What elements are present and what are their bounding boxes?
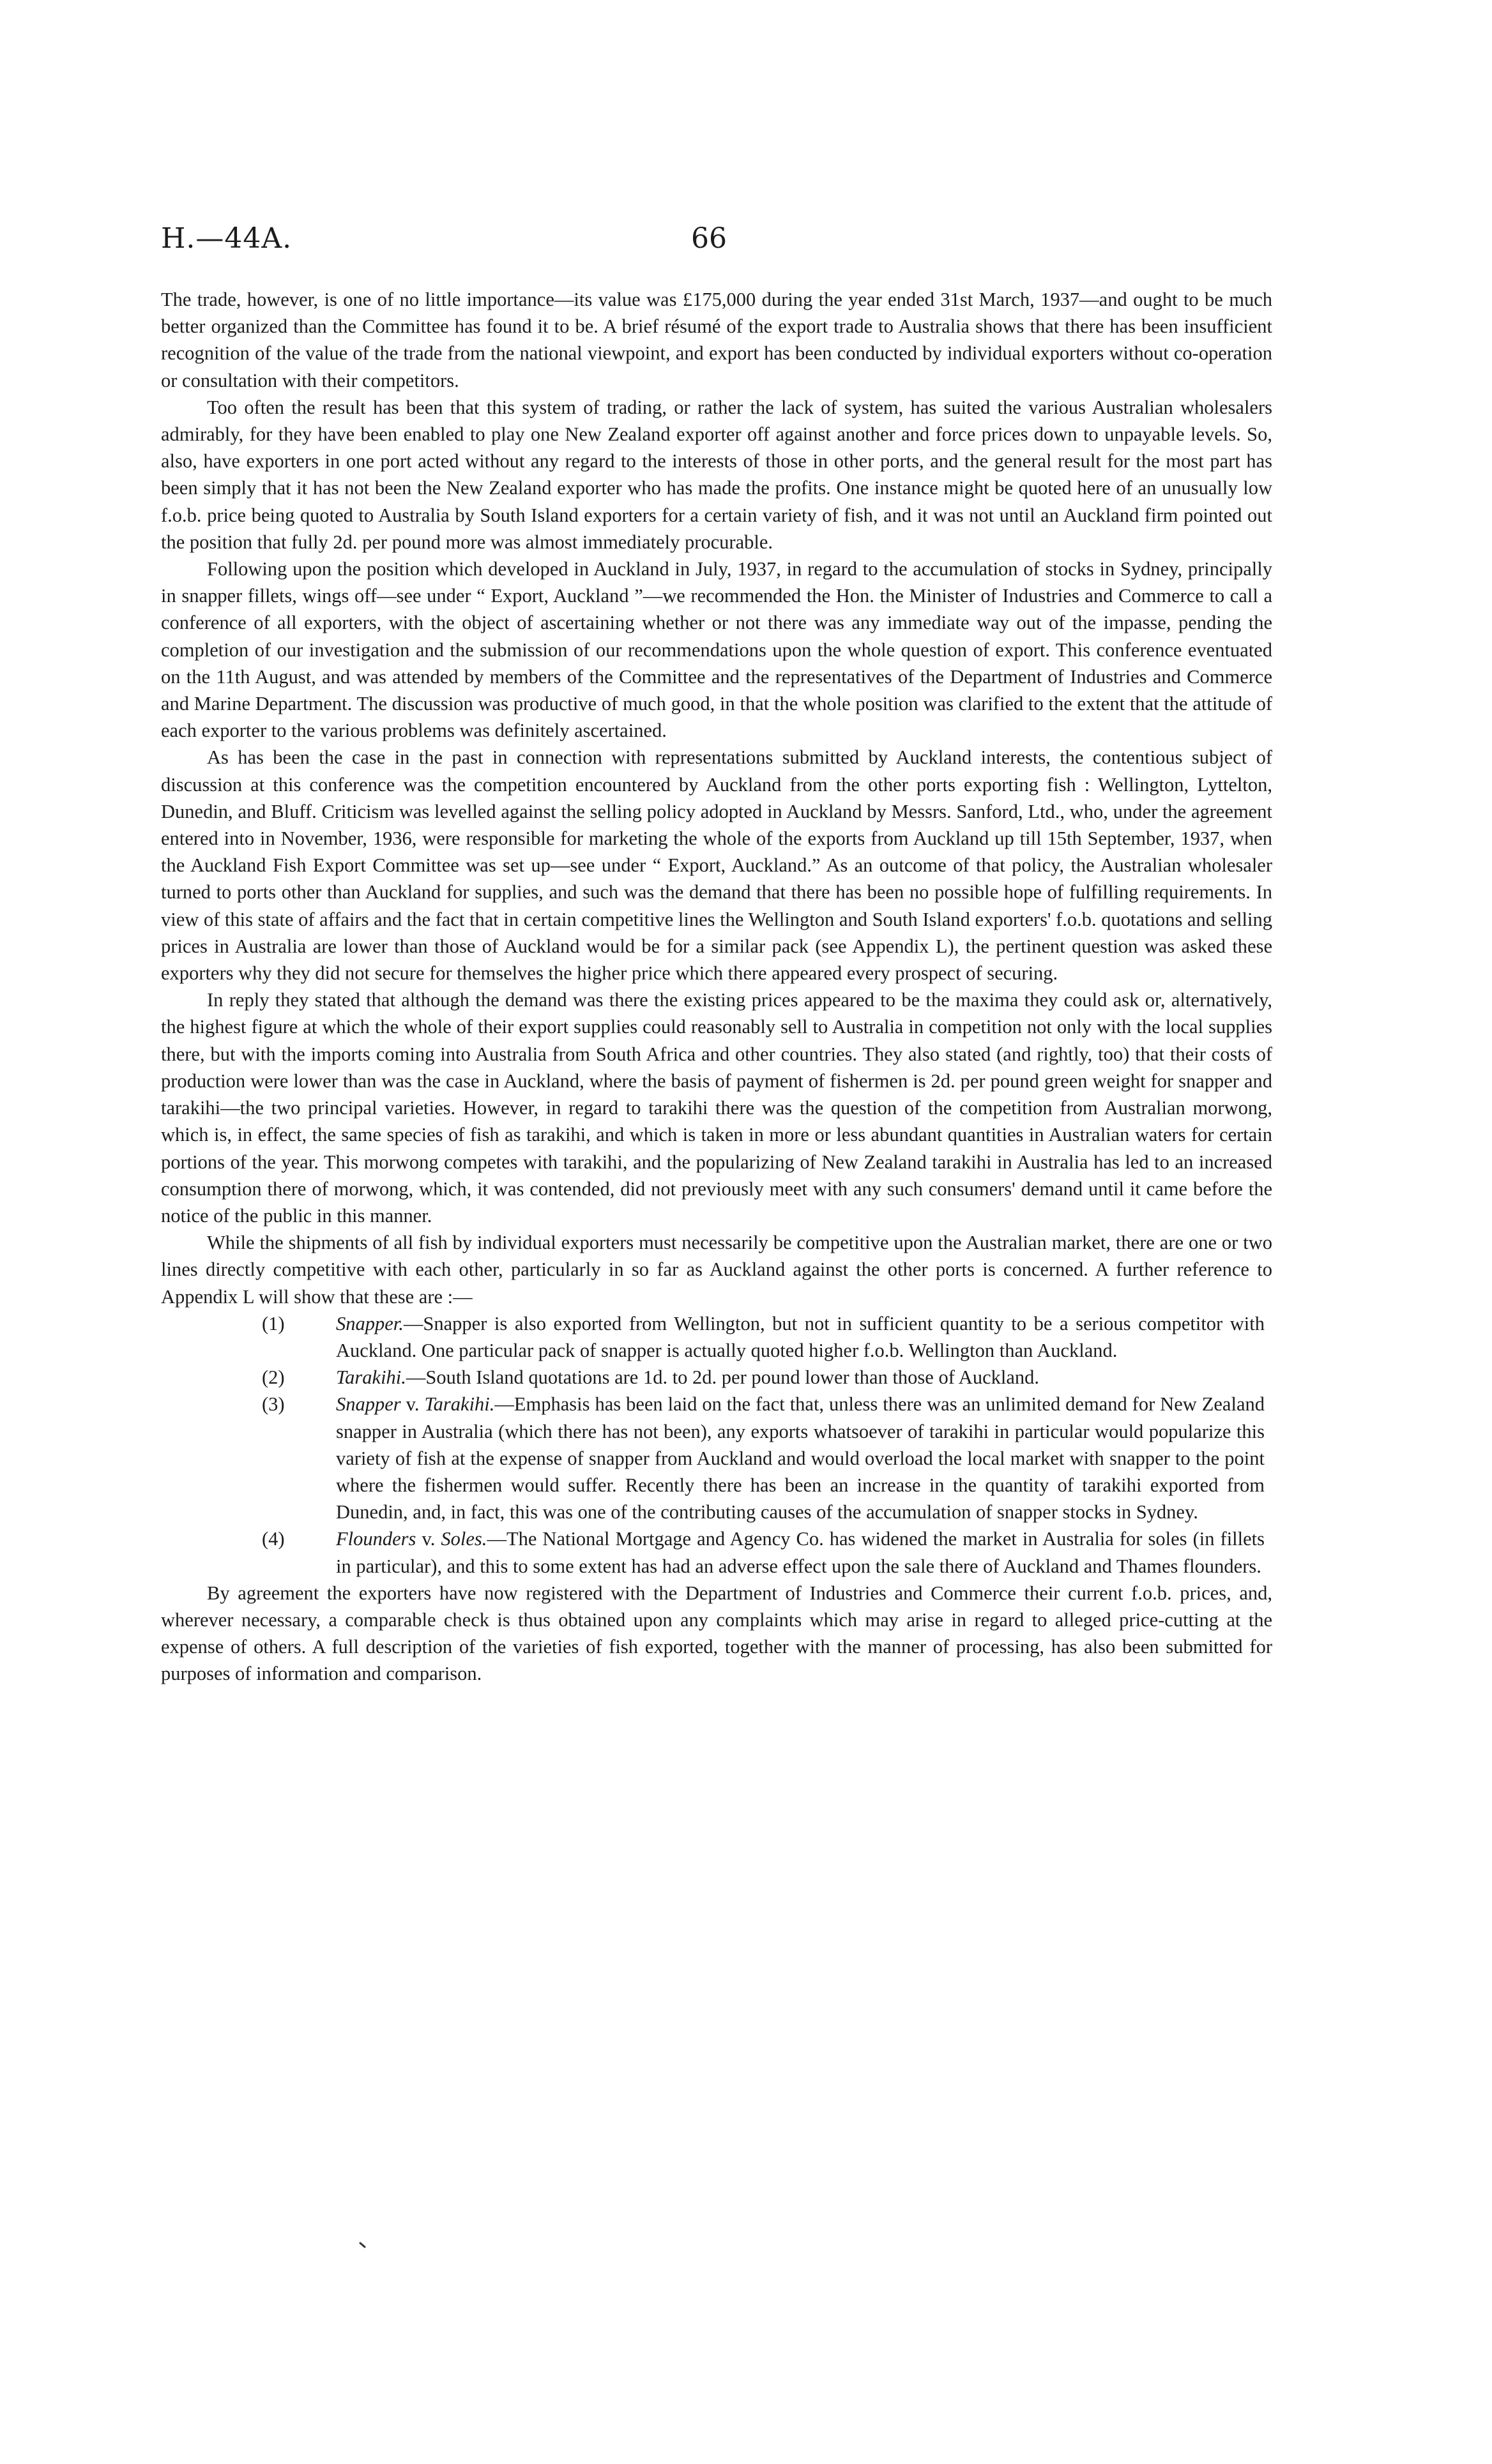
list-item-number: (3) [262,1393,285,1416]
paragraph-5: In reply they stated that although the demand was there the existing prices appeared to be the maxima they could ask or, alternatively, the highest figure at which the whole of their export supplies could reasonably sell to Australia in competition not only with the local supplies there, but with the imports coming into Australia from South Africa and other countries. They also stated (and rightly, too) that their costs of production were lower than was the case in Auckland, where the basis of payment of fishermen is 2d. per pound green weight for snapper and tarakihi—the two principal varieties. However, in regard to tarakihi there was the question of the competition from Australian morwong, which is, in effect, the same species of fish as tarakihi, and which is taken in more or less abundant quantities in Australian waters for certain portions of the year. This morwong competes with tarakihi, and the popularizing of New Zealand tarakihi in Australia has led to an increased consumption there of morwong, which, it was contended, did not previously meet with any such consumers' demand until it came before the notice of the public in this manner. [161,989,1272,1227]
list-item-heading: Snapper. [336,1312,404,1334]
stray-ink-mark [359,2237,367,2253]
paragraph-3: Following upon the position which developed in Auckland in July, 1937, in regard to the accumulation of stocks in Sydney, principally in snapper fillets, wings off—see under “ Export, Auckland ”—we recommended the Hon. the Minister of Industries and Commerce to call a conference of all exporters, with the object of ascertaining whether or not there was any immediate way out of the impasse, pending the completion of our investigation and the submission of our recommendations upon the whole question of export. This conference eventuated on the 11th August, and was attended by members of the Committee and the representatives of the Department of Industries and Commerce and Marine Department. The discussion was productive of much good, in that the whole position was clarified to the extent that the attitude of each exporter to the various problems was definitely ascertained. [161,558,1272,742]
competitive-lines-list [161,1310,1272,1580]
list-item-heading: Flounders [336,1528,416,1550]
paragraph-4: As has been the case in the past in connection with representations submitted by Auckland interests, the contentious subject of discussion at this conference was the competition encountered by Auckland from the other ports exporting fish : Wellington, Lyttelton, Dunedin, and Bluff. Criticism was levelled against the selling policy adopted in Auckland by Messrs. Sanford, Ltd., who, under the agreement entered into in November, 1936, were responsible for marketing the whole of the exports from Auckland up till 15th September, 1937, when the Auckland Fish Export Committee was set up—see under “ Export, Auckland.” As an outcome of that policy, the Australian wholesaler turned to ports other than Auckland for supplies, and such was the demand that there has been no possible hope of fulfilling requirements. In view of this state of affairs and the fact that in certain competitive lines the Wellington and South Island exporters' f.o.b. quotations and selling prices in Australia are lower than those of Auckland would be for a similar pack (see Appendix L), the pertinent question was asked these exporters why they did not secure for themselves the higher price which there appeared every prospect of securing. [161,746,1272,985]
list-item-versus: v. [416,1528,441,1550]
list-item-heading-second: Tarakihi. [424,1393,495,1416]
list-item-text: —Emphasis has been laid on the fact that, unless there was an unlimited demand for New Zealand snapper in Australia (which there has not been), any exports whatsoever of tarakihi in particular would popularize this variety of fish at the expense of snapper from Auckland and would overload the local market with snapper to the point where the fishermen would suffer. Recently there has been an increase in the quantity of tarakihi exported from Dunedin, and, in fact, this was one of the contributing causes of the accumulation of snapper stocks in Sydney. [336,1393,1265,1523]
list-item [161,1310,1272,1364]
list-item-number: (4) [262,1528,285,1550]
document-reference: H.—44A. [161,222,293,255]
list-item [161,1364,1272,1391]
list-item [161,1525,1272,1579]
list-item [161,1391,1272,1525]
closing-paragraph: By agreement the exporters have now registered with the Department of Industries and Commerce their current f.o.b. prices, and, wherever necessary, a comparable check is thus obtained upon any complaints which may arise in regard to alleged price-cutting at the expense of others. A full description of the varieties of fish exported, together with the manner of processing, has also been submitted for purposes of information and comparison. [161,1582,1272,1685]
list-item-heading-second: Soles. [441,1528,487,1550]
list-item-text: —Snapper is also exported from Wellington, but not in sufficient quantity to be a serious competitor with Auckland. One particular pack of snapper is actually quoted higher f.o.b. Wellington than Auckland. [336,1312,1265,1361]
paragraph-6: While the shipments of all fish by individual exporters must necessarily be competitive upon the Australian market, there are one or two lines directly competitive with each other, particularly in so far as Auckland against the other ports is concerned. A further reference to Appendix L will show that these are :— [161,1232,1272,1308]
ink-dot-icon [359,2242,367,2249]
list-item-heading: Snapper [336,1393,401,1416]
list-item-text: —South Island quotations are 1d. to 2d. per pound lower than those of Auckland. [406,1366,1039,1389]
page-header [161,222,1272,267]
page-number: 66 [691,222,727,255]
list-item-versus: v. [400,1393,425,1416]
list-item-number: (1) [262,1312,285,1334]
list-item-text: —The National Mortgage and Agency Co. has widened the market in Australia for soles (in fillets in particular), and this to some extent has had an adverse effect upon the sale there of Auckland and Thames flounders. [336,1528,1265,1577]
paragraph-1: The trade, however, is one of no little importance—its value was £175,000 during the year ended 31st March, 1937—and ought to be much better organized than the Committee has found it to be. A brief résumé of the export trade to Australia shows that there has been insufficient recognition of the value of the trade from the national viewpoint, and export has been conducted by individual exporters without co-operation or consultation with their competitors. [161,289,1272,391]
paragraph-2: Too often the result has been that this system of trading, or rather the lack of system, has suited the various Australian wholesalers admirably, for they have been enabled to play one New Zealand exporter off against another and force prices down to unpayable levels. So, also, have exporters in one port acted without any regard to the interests of those in other ports, and the general result for the most part has been simply that it has not been the New Zealand exporter who has made the profits. One instance might be quoted here of an unusually low f.o.b. price being quoted to Australia by South Island exporters for a certain variety of fish, and it was not until an Auckland firm pointed out the position that fully 2d. per pound more was almost immediately procurable. [161,396,1272,553]
list-item-heading: Tarakihi. [336,1366,406,1389]
body-text [161,286,1272,1688]
list-item-number: (2) [262,1366,285,1389]
